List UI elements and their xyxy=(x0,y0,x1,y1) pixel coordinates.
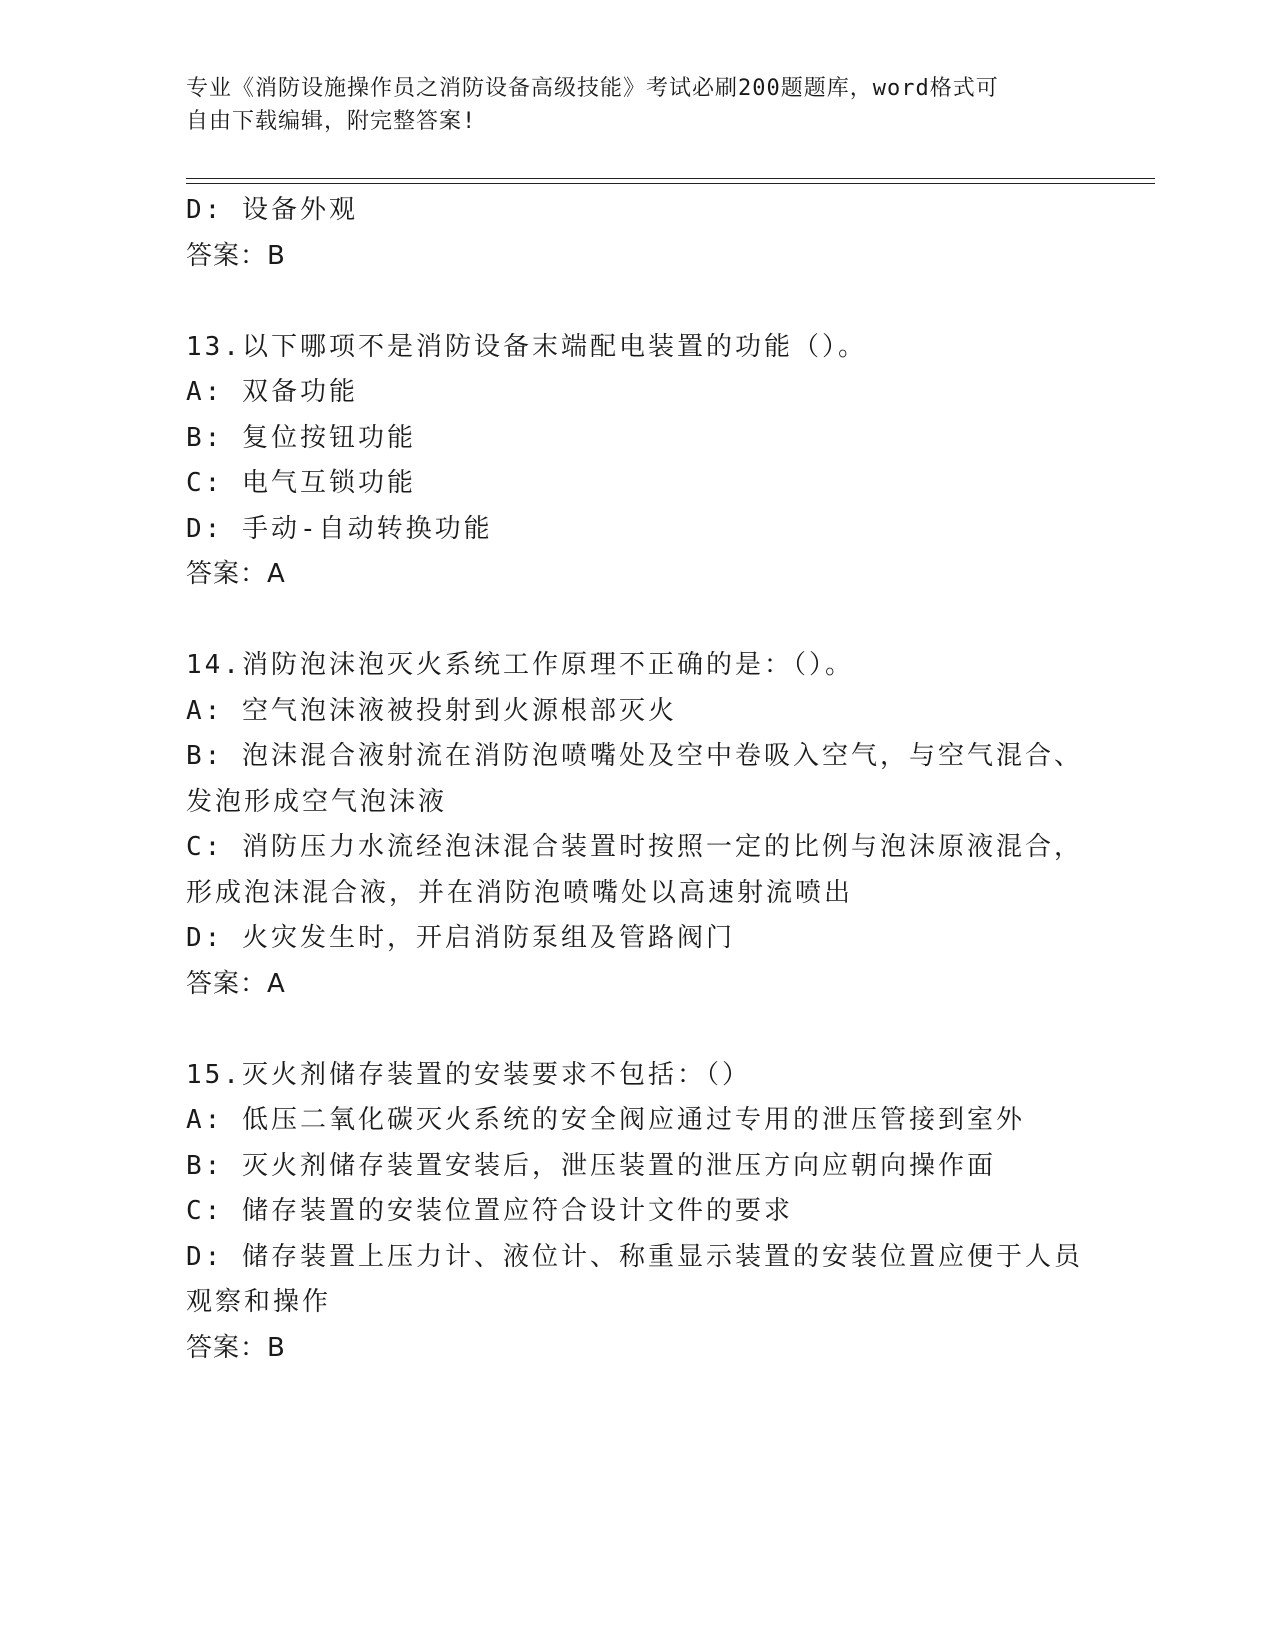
question-14 xyxy=(186,643,1086,1007)
option-d: D: 设备外观 xyxy=(186,195,358,225)
option-d: D: 火灾发生时，开启消防泵组及管路阀门 xyxy=(186,923,735,953)
spacer xyxy=(186,598,1086,644)
document-body xyxy=(186,188,1086,1371)
answer-line: 答案：B xyxy=(186,1332,286,1363)
option-b: B: 复位按钮功能 xyxy=(186,422,416,453)
answer-line: 答案：A xyxy=(186,968,286,999)
header-line-1: 专业《消防设施操作员之消防设备高级技能》考试必刷200题题库，word格式可 xyxy=(186,76,999,101)
spacer xyxy=(186,279,1086,325)
option-c: C: 电气互锁功能 xyxy=(186,468,416,498)
header-divider-bottom xyxy=(186,183,1155,184)
question-stem: 15.灭火剂储存装置的安装要求不包括：（） xyxy=(186,1059,751,1090)
option-b: B: 灭火剂储存装置安装后，泄压装置的泄压方向应朝向操作面 xyxy=(186,1150,996,1181)
question-stem: 14.消防泡沫泡灭火系统工作原理不正确的是：（）。 xyxy=(186,650,854,680)
option-c-continued: 形成泡沫混合液，并在消防泡喷嘴处以高速射流喷出 xyxy=(186,877,854,908)
question-15 xyxy=(186,1053,1086,1372)
option-a: A: 低压二氧化碳灭火系统的安全阀应通过专用的泄压管接到室外 xyxy=(186,1105,1025,1135)
option-c: C: 消防压力水流经泡沫混合装置时按照一定的比例与泡沫原液混合， xyxy=(186,832,1083,862)
spacer xyxy=(186,1007,1086,1053)
option-a: A: 双备功能 xyxy=(186,377,358,407)
document-header xyxy=(186,72,1066,138)
question-stem: 13.以下哪项不是消防设备末端配电装置的功能（）。 xyxy=(186,331,867,362)
option-a: A: 空气泡沫液被投射到火源根部灭火 xyxy=(186,695,677,726)
header-divider-top xyxy=(186,178,1155,179)
option-b: B: 泡沫混合液射流在消防泡喷嘴处及空中卷吸入空气，与空气混合、 xyxy=(186,741,1083,771)
question-13 xyxy=(186,325,1086,598)
header-line-2: 自由下载编辑，附完整答案! xyxy=(186,109,477,134)
option-c: C: 储存装置的安装位置应符合设计文件的要求 xyxy=(186,1196,793,1226)
answer-line: 答案：A xyxy=(186,559,286,589)
option-d: D: 储存装置上压力计、液位计、称重显示装置的安装位置应便于人员 xyxy=(186,1241,1083,1272)
carry-over-question xyxy=(186,188,1086,279)
option-b-continued: 发泡形成空气泡沫液 xyxy=(186,786,448,817)
option-d: D: 手动-自动转换功能 xyxy=(186,513,493,544)
option-d-continued: 观察和操作 xyxy=(186,1287,332,1317)
answer-line: 答案：B xyxy=(186,240,286,271)
